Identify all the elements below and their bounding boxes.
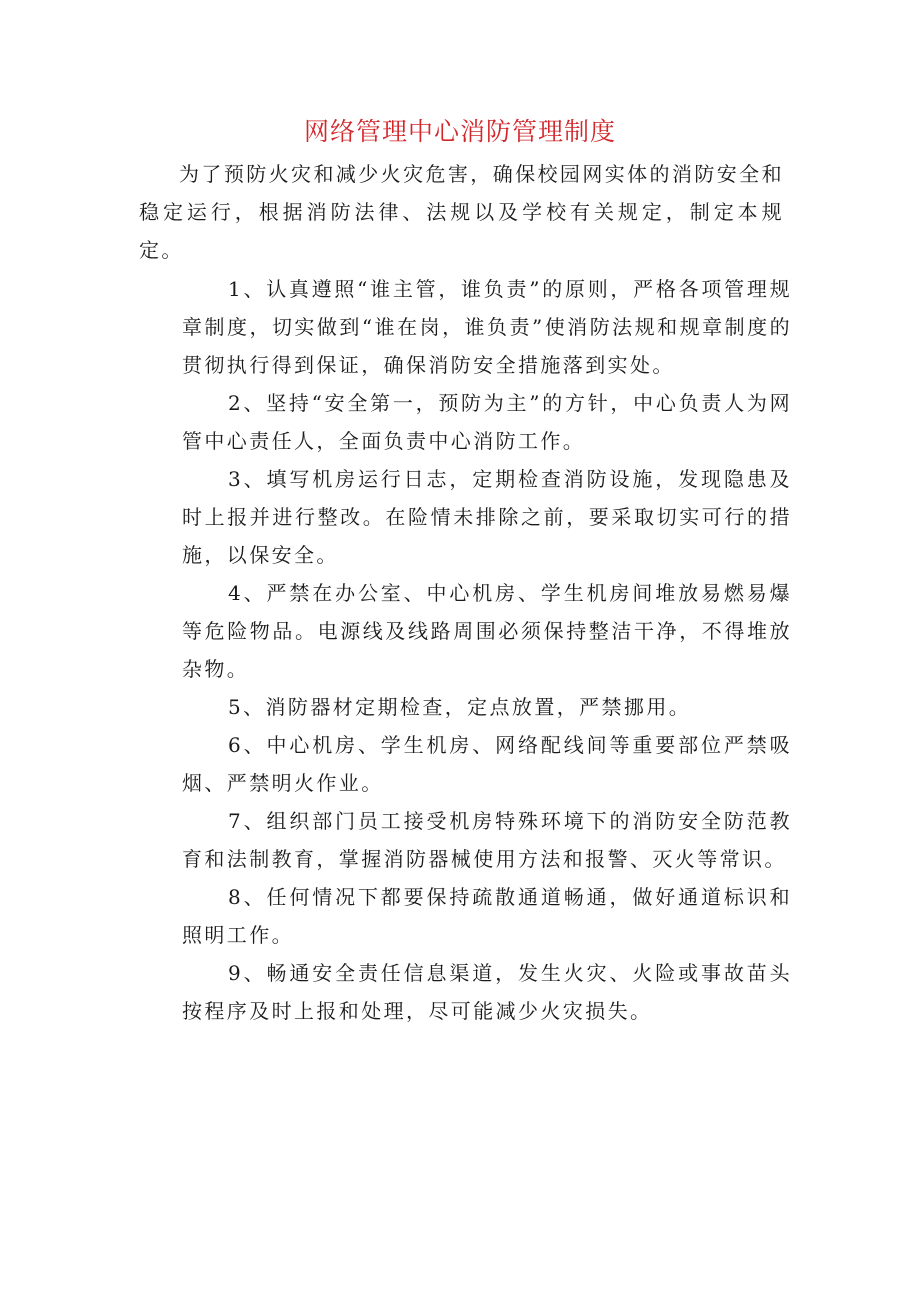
document-title: 网络管理中心消防管理制度 [303,117,616,146]
rule-item-2: 2、坚持“安全第一，预防为主”的方针，中心负责人为网管中心责任人，全面负责中心消防工作。 [182,391,792,453]
rule-item-5: 5、消防器材定期检查，定点放置，严禁挪用。 [228,695,692,719]
rule-item-3: 3、填写机房运行日志，定期检查消防设施，发现隐患及时上报并进行整改。在险情未排除之前，要采取切实可行的措施，以保安全。 [182,467,792,567]
rules-list [182,270,792,1030]
intro-paragraph: 为了预防火灾和减少火灾危害，确保校园网实体的消防安全和稳定运行，根据消防法律、法规以及学校有关规定，制定本规定。 [139,162,784,262]
rule-item-4: 4、严禁在办公室、中心机房、学生机房间堆放易燃易爆等危险物品。电源线及线路周围必须保持整洁干净，不得堆放杂物。 [182,581,792,681]
rule-item-6: 6、中心机房、学生机房、网络配线间等重要部位严禁吸烟、严禁明火作业。 [182,733,792,795]
rule-item-9: 9、畅通安全责任信息渠道，发生火灾、火险或事故苗头按程序及时上报和处理，尽可能减少火灾损失。 [182,961,792,1023]
rule-item-1: 1、认真遵照“谁主管，谁负责”的原则，严格各项管理规章制度，切实做到“谁在岗，谁负责”使消防法规和规章制度的贯彻执行得到保证，确保消防安全措施落到实处。 [182,277,792,377]
rule-item-8: 8、任何情况下都要保持疏散通道畅通，做好通道标识和照明工作。 [182,885,792,947]
rule-item-7: 7、组织部门员工接受机房特殊环境下的消防安全防范教育和法制教育，掌握消防器械使用方法和报警、灭火等常识。 [182,809,792,871]
